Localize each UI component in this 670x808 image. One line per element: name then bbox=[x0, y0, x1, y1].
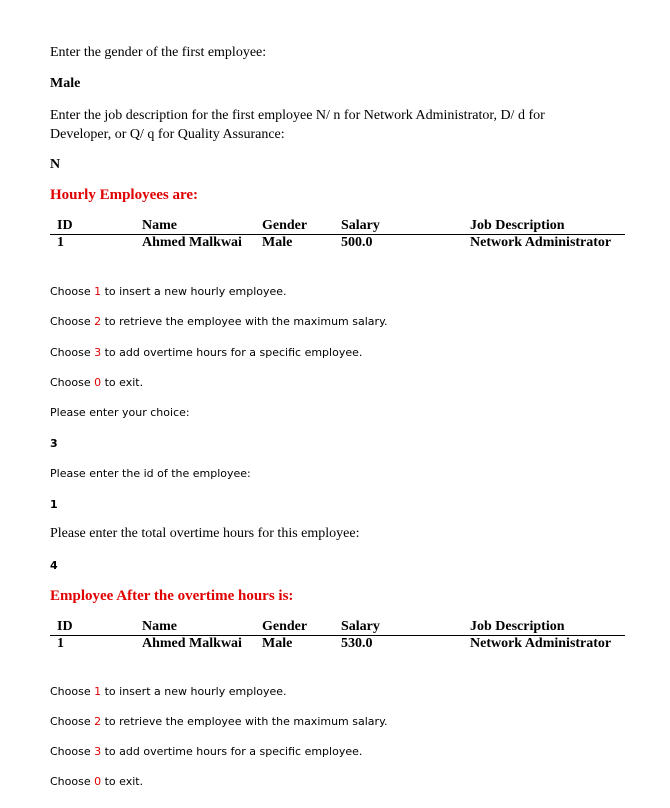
gender-value: Male bbox=[50, 76, 81, 91]
cell-salary: 500.0 bbox=[341, 235, 373, 250]
job-prompt-line1: Enter the job description for the first employee N/ n for Network Administrator, D/ d for bbox=[50, 108, 545, 123]
option-number: 1 bbox=[94, 685, 102, 698]
option-number: 0 bbox=[94, 775, 102, 788]
option-number: 3 bbox=[94, 745, 102, 758]
option-number: 0 bbox=[94, 376, 102, 389]
cell-job: Network Administrator bbox=[470, 235, 612, 250]
col-header-id: ID bbox=[57, 218, 73, 233]
menu-option-exit: Choose 0 to exit. bbox=[50, 376, 144, 389]
cell-id: 1 bbox=[57, 235, 64, 250]
menu-option-overtime: Choose 3 to add overtime hours for a specific employee. bbox=[50, 346, 363, 359]
hourly-employees-heading: Hourly Employees are: bbox=[50, 187, 199, 203]
menu-option-overtime: Choose 3 to add overtime hours for a specific employee. bbox=[50, 745, 363, 758]
choice-prompt: Please enter your choice: bbox=[50, 406, 190, 419]
menu-option-insert: Choose 1 to insert a new hourly employee. bbox=[50, 285, 287, 298]
menu-option-exit: Choose 0 to exit. bbox=[50, 775, 144, 788]
option-number: 2 bbox=[94, 715, 102, 728]
id-prompt: Please enter the id of the employee: bbox=[50, 467, 251, 480]
cell-id: 1 bbox=[57, 636, 64, 651]
choice-value: 3 bbox=[50, 437, 58, 450]
menu-option-max-salary: Choose 2 to retrieve the employee with the maximum salary. bbox=[50, 315, 388, 328]
menu-option-insert: Choose 1 to insert a new hourly employee. bbox=[50, 685, 287, 698]
employee-after-overtime-table bbox=[50, 618, 625, 654]
id-value: 1 bbox=[50, 498, 58, 511]
col-header-job: Job Description bbox=[470, 619, 565, 634]
cell-salary: 530.0 bbox=[341, 636, 373, 651]
overtime-prompt: Please enter the total overtime hours for this employee: bbox=[50, 526, 360, 541]
gender-prompt: Enter the gender of the first employee: bbox=[50, 45, 267, 60]
option-number: 3 bbox=[94, 346, 102, 359]
cell-gender: Male bbox=[262, 636, 293, 651]
col-header-salary: Salary bbox=[341, 218, 380, 233]
col-header-name: Name bbox=[142, 218, 177, 233]
overtime-value: 4 bbox=[50, 559, 58, 572]
col-header-gender: Gender bbox=[262, 218, 308, 233]
option-number: 2 bbox=[94, 315, 102, 328]
col-header-gender: Gender bbox=[262, 619, 308, 634]
hourly-employees-table bbox=[50, 217, 625, 253]
cell-job: Network Administrator bbox=[470, 636, 612, 651]
employee-after-overtime-heading: Employee After the overtime hours is: bbox=[50, 588, 294, 604]
cell-name: Ahmed Malkwai bbox=[142, 636, 242, 651]
job-value: N bbox=[50, 157, 61, 172]
job-prompt-line2: Developer, or Q/ q for Quality Assurance: bbox=[50, 127, 285, 142]
cell-gender: Male bbox=[262, 235, 293, 250]
col-header-id: ID bbox=[57, 619, 73, 634]
col-header-salary: Salary bbox=[341, 619, 380, 634]
cell-name: Ahmed Malkwai bbox=[142, 235, 242, 250]
col-header-name: Name bbox=[142, 619, 177, 634]
col-header-job: Job Description bbox=[470, 218, 565, 233]
option-number: 1 bbox=[94, 285, 102, 298]
menu-option-max-salary: Choose 2 to retrieve the employee with the maximum salary. bbox=[50, 715, 388, 728]
